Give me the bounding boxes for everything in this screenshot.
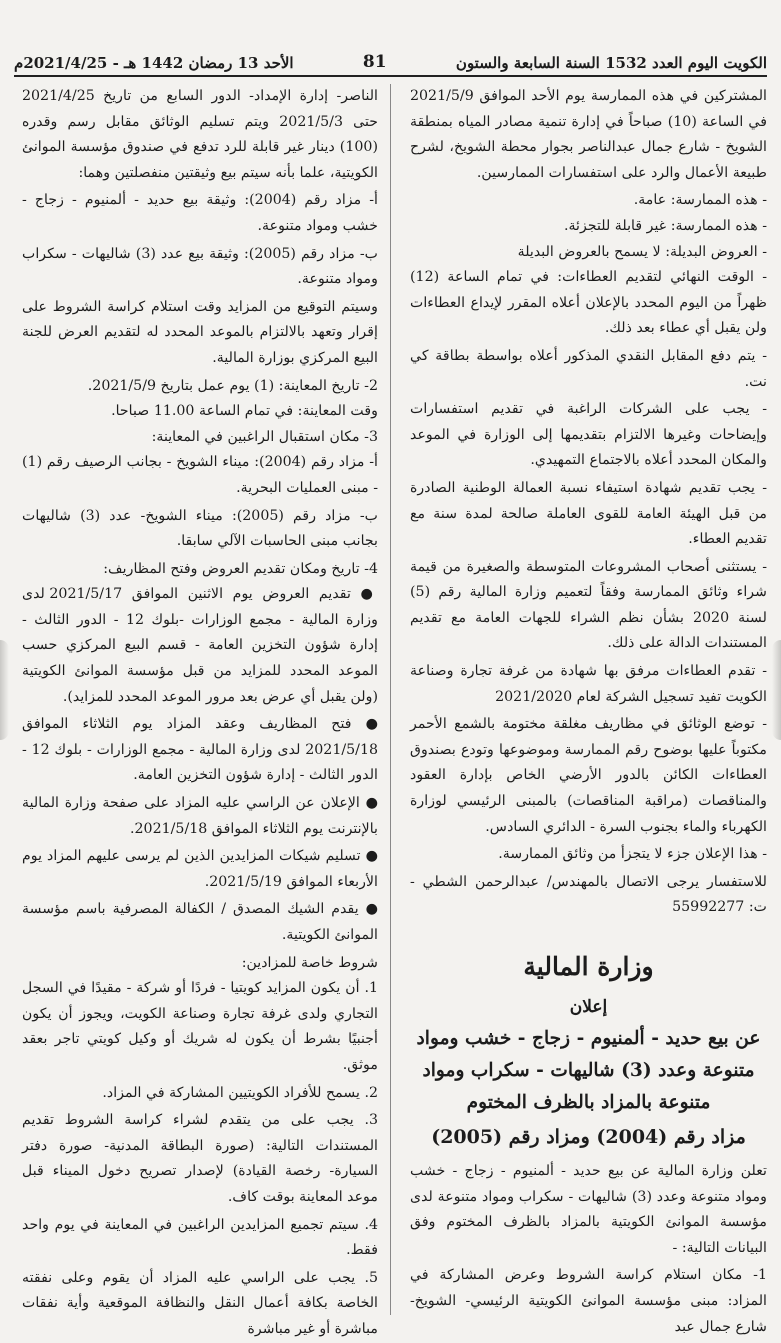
paragraph: 4- تاريخ ومكان تقديم العروض وفتح المظاريف: [103, 560, 378, 577]
paragraph: - هذه الممارسة: عامة. [633, 192, 767, 209]
paragraph: أ- مزاد رقم (2004): وثيقة بيع حديد - ألمنيوم - زجاج - خشب ومواد متنوعة. [22, 192, 378, 234]
page-edge-shadow [772, 640, 781, 740]
paragraph: - توضع الوثائق في مظاريف مغلقة مختومة بالشمع الأحمر مكتوباً عليها بوضوح رقم الممارسة وموضوعها وتودع بصندوق العطاءات الكائن بالدور الأرضي الخاص بإدارة العقود والمناقصات (مراقبة المناقصات) بالمبنى الرئيسي لوزارة الكهرباء والماء بجنوب السرة - الدائري السادس. [410, 716, 767, 835]
right-column [410, 84, 768, 1335]
paragraph: ● الإعلان عن الراسي عليه المزاد على صفحة وزارة المالية بالإنترنت يوم الثلاثاء الموافق 2021/5/18. [22, 795, 378, 837]
paragraph: - هذا الإعلان جزء لا يتجزأ من وثائق الممارسة. [498, 846, 767, 863]
paragraph: وقت المعاينة: في تمام الساعة 11.00 صباحا. [111, 403, 378, 420]
paragraph: الناصر- إدارة الإمداد- الدور السابع من تاريخ 2021/4/25 حتى 2021/5/3 ويتم تسليم الوثائق مقابل رسم وقدره (100) دينار غير قابلة للرد تدفع في صندوق مؤسسة الموانئ الكويتية، علما بأنه سيتم بيع وثيقتين منفصلتين وهما: [22, 88, 378, 181]
page-header [14, 40, 767, 77]
paragraph: ● فتح المظاريف وعقد المزاد يوم الثلاثاء الموافق 2021/5/18 لدى وزارة المالية - مجمع الوزارات - بلوك 12 - الدور الثالث - إدارة شؤون التخزين العامة. [22, 716, 378, 784]
paragraph: - يجب تقديم شهادة استيفاء نسبة العمالة الوطنية الصادرة من قبل الهيئة العامة للقوى العاملة صالحة لمدة سنة مع تقديم العطاء. [410, 479, 767, 548]
paragraph: - العروض البديلة: لا يسمح بالعروض البديلة [517, 243, 767, 260]
paragraph: - يجب على الشركات الراغبة في تقديم استفسارات وإيضاحات وغيرها الالتزام بتقديمها إلى الوزارة في الموعد والمكان المحدد أعلاه بالاجتماع التمهيدي. [410, 401, 767, 469]
conditions-heading: شروط خاصة للمزادين: [241, 954, 378, 971]
announcement-label: إعلان [569, 997, 608, 1017]
page-edge-shadow [0, 640, 9, 740]
paragraph: ● تقديم العروض يوم الاثنين الموافق 2021/5/17 لدى وزارة المالية - مجمع الوزارات -بلوك 12 - الدور الثالث - إدارة شؤون التخزين العامة - قسم البيع المركزي حسب الموعد المحدد للمزايد من قبل مؤسسة الموانئ الكويتية (ولن يقبل أي عرض بعد مرور الموعد المحدد للمزايد). [22, 586, 378, 705]
paragraph: تعلن وزارة المالية عن بيع حديد - ألمنيوم - زجاج - خشب ومواد متنوعة وعدد (3) شاليهات - سكراب ومواد متنوعة لدى مؤسسة الموانئ الكويتية بالمزاد بالظرف المختوم وفق البيانات التالية: - [410, 1163, 768, 1256]
header-date: الأحد 13 رمضان 1442 هـ - 2021/4/25م [14, 54, 294, 72]
left-column [22, 84, 379, 1337]
paragraph: - هذه الممارسة: غير قابلة للتجزئة. [563, 217, 767, 234]
paragraph: 1. أن يكون المزايد كويتيا - فردًا أو شركة - مقيدًا في السجل التجاري ولدى غرفة تجارة وصناعة الكويت، ويجوز أن يكون أجنبيًا بشرط أن يكون له شريك أو وكيل كويتي تاجر بعقد موثق. [22, 980, 378, 1073]
paragraph: ● يقدم الشيك المصدق / الكفالة المصرفية باسم مؤسسة الموانئ الكويتية. [22, 901, 378, 943]
paragraph: - يستثنى أصحاب المشروعات المتوسطة والصغيرة من قيمة شراء وثائق الممارسة وفقاً لتعميم وزارة المالية رقم (5) لسنة 2020 بشأن نظم الشراء للجهات العامة مع تقديم المستندات الدالة على ذلك. [410, 558, 767, 652]
page-number: 81 [362, 52, 387, 72]
paragraph: وسيتم التوقيع من المزايد وقت استلام كراسة الشروط على إقرار وتعهد بالالتزام بالموعد المحدد له لتقديم العرض للجنة البيع المركزي بوزارة المالية. [22, 298, 378, 366]
ministry-heading: وزارة المالية [523, 952, 654, 981]
paragraph: المشتركين في هذه الممارسة يوم الأحد الموافق 2021/5/9 في الساعة (10) صباحاً في إدارة تنمية مصادر المياه بمنطقة الشويخ - شارع جمال عبدالناصر بجوار محطة الشويخ، لشرح طبيعة الأعمال والرد على استفسارات الممارسين. [410, 88, 767, 181]
announcement-subtitle: مزاد رقم (2004) ومزاد رقم (2005) [431, 1126, 746, 1148]
paragraph: - الوقت النهائي لتقديم العطاءات: في تمام الساعة (12) ظهراً من اليوم المحدد بالإعلان أعلاه المقرر لإيداع العطاءات ولن يقبل أي عطاء بعد ذلك. [410, 269, 767, 337]
paragraph: 4. سيتم تجميع المزايدين الراغبين في المعاينة في يوم واحد فقط. [22, 1216, 378, 1259]
paragraph: 3- مكان استقبال الراغبين في المعاينة: [151, 428, 378, 445]
announcement-title: عن بيع حديد - ألمنيوم - زجاج - خشب ومواد متنوعة وعدد (3) شاليهات - سكراب ومواد متنوعة بالمزاد بالظرف المختوم [416, 1028, 761, 1113]
column-divider [390, 84, 391, 1315]
paragraph: 2- تاريخ المعاينة: (1) يوم عمل بتاريخ 2021/5/9. [87, 377, 378, 394]
paragraph: أ- مزاد رقم (2004): ميناء الشويخ - بجانب الرصيف رقم (1) - مبنى العمليات البحرية. [22, 454, 378, 496]
paragraph: ب- مزاد رقم (2005): وثيقة بيع عدد (3) شاليهات - سكراب ومواد متنوعة. [22, 245, 379, 288]
paragraph: 2. يسمح للأفراد الكويتيين المشاركة في المزاد. [102, 1084, 378, 1101]
paragraph: - تقدم العطاءات مرفق بها شهادة من غرفة تجارة وصناعة الكويت تفيد تسجيل الشركة لعام 2021/2020 [410, 663, 767, 705]
paragraph: 1- مكان استلام كراسة الشروط وعرض المشاركة في المزاد: مبنى مؤسسة الموانئ الكويتية الرئيسي- الشويخ- شارع جمال عبد [410, 1267, 767, 1335]
contact-line: للاستفسار يرجى الاتصال بالمهندس/ عبدالرحمن الشطي - ت: 55992277 [410, 873, 767, 916]
paragraph: 5. يجب على الراسي عليه المزاد أن يقوم وعلى نفقته الخاصة بكافة أعمال النقل والنظافة الموقعية وأية نفقات مباشرة أو غير مباشرة [22, 1269, 378, 1337]
header-issue-info: الكويت اليوم العدد 1532 السنة السابعة والستون [455, 54, 767, 72]
paragraph: ● تسليم شيكات المزايدين الذين لم يرسى عليهم المزاد يوم الأربعاء الموافق 2021/5/19. [22, 848, 378, 890]
paragraph: - يتم دفع المقابل النقدي المذكور أعلاه بواسطة بطاقة كي نت. [410, 347, 767, 390]
paragraph: ب- مزاد رقم (2005): ميناء الشويخ- عدد (3) شاليهات بجانب مبنى الحاسبات الآلي سابقا. [22, 507, 378, 550]
paragraph: 3. يجب على من يتقدم لشراء كراسة الشروط تقديم المستندات التالية: (صورة البطاقة المدنية- صورة دفتر السيارة- رخصة القيادة) لإصدار تصريح دخول الميناء قبل موعد المعاينة بوقت كاف. [22, 1112, 378, 1205]
